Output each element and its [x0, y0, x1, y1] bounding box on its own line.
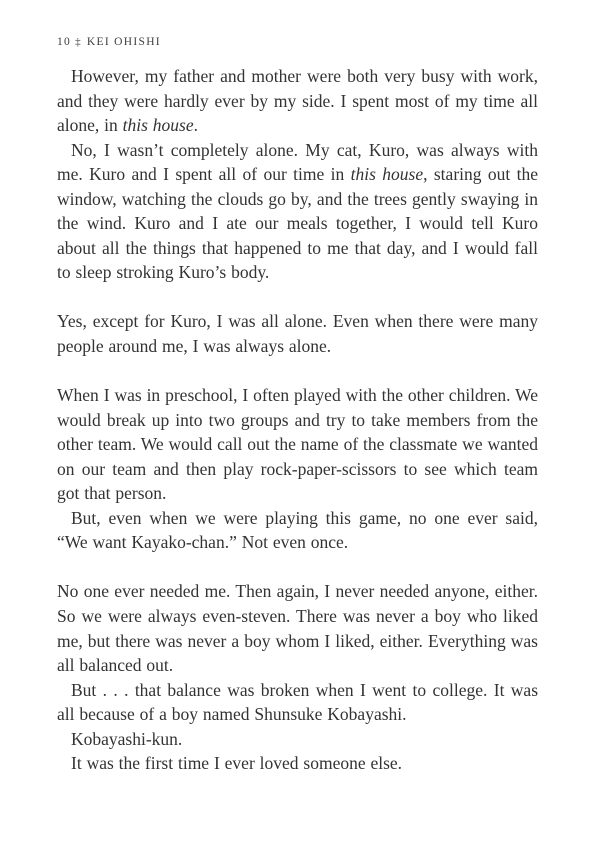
text-run: No one ever needed me. Then again, I never needed anyone, either. So we were always even-steven. There was never a boy who liked me, but there was never a boy whom I liked, either. Everything was all balanced out.: [57, 581, 538, 676]
page-number: 10: [57, 36, 72, 48]
paragraph: [57, 678, 538, 727]
paragraph: [57, 138, 538, 285]
paragraph: [57, 309, 538, 358]
paragraph: [57, 751, 538, 776]
text-run: Yes, except for Kuro, I was all alone. Even when there were many people around me, I was always alone.: [57, 311, 538, 357]
text-run: But . . . that balance was broken when I went to college. It was all because of a boy named Shunsuke Kobayashi.: [57, 679, 538, 725]
text-run: No, I wasn’t completely alone. My cat, Kuro, was always with me. Kuro and I spent all of our time in: [57, 139, 538, 185]
text-run: However, my father and mother were both very busy with work, and they were hardly ever by my side. I spent most of my time all alone, in: [57, 66, 538, 136]
paragraph: [57, 383, 538, 506]
italic-text: this house: [350, 164, 424, 185]
text-run: .: [193, 115, 199, 136]
text-run: When I was in preschool, I often played with the other children. We would break up into two groups and try to take members from the other team. We would call out the name of the classmate we wanted on our team and then play rock-paper-scissors to see which team got that person.: [57, 385, 538, 504]
paragraph: [57, 64, 538, 138]
page-body: [57, 64, 538, 776]
italic-text: this house: [122, 115, 194, 136]
running-header: [57, 36, 161, 48]
author-name: KEI OHISHI: [86, 36, 161, 48]
paragraph: [57, 506, 538, 555]
text-run: Kobayashi-kun.: [71, 728, 183, 749]
text-run: , staring out the window, watching the clouds go by, and the trees gently swaying in the wind. Kuro and I ate our meals together, I would tell Kuro about all the things that happened to me that day, and I would fall to sleep stroking Kuro’s body.: [57, 164, 538, 283]
double-dagger-separator: ‡: [75, 36, 82, 48]
paragraph: [57, 727, 538, 752]
text-run: It was the first time I ever loved someone else.: [71, 753, 403, 774]
text-run: But, even when we were playing this game, no one ever said, “We want Kayako-chan.” Not even once.: [57, 507, 538, 553]
paragraph: [57, 579, 538, 677]
